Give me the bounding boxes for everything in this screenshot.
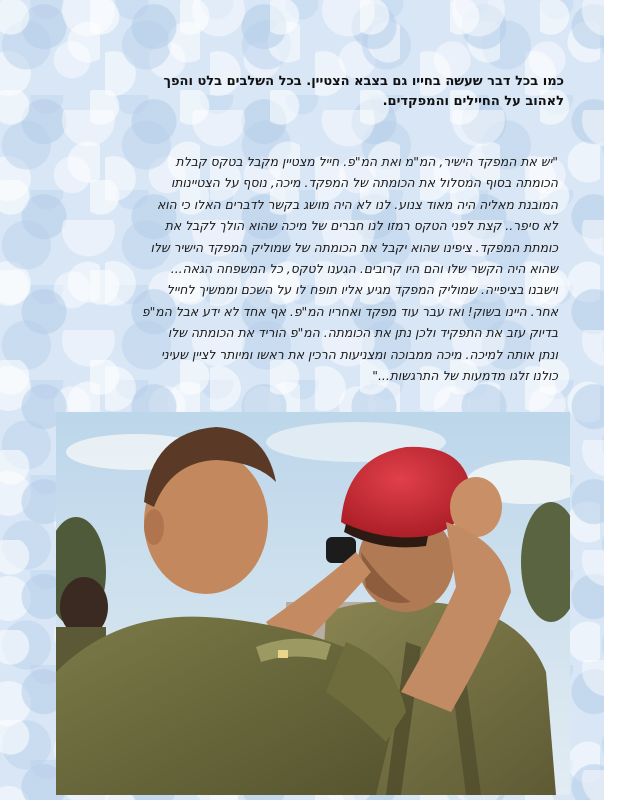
quote-line: המובנת מאליה היה מאוד צנוע. לנו לא היה מושג בקשר לדברים האלו כי הוא (156, 196, 558, 212)
quote-line: בדיוק עזב את התפקיד ולכן נתן את הכומתה. המ"פ הוריד את הכומתה שלו (167, 325, 558, 341)
beret-ceremony-photo (56, 412, 570, 795)
intro-heading-line-2: לאהוב על החיילים והמפקדים. (382, 94, 564, 109)
quote-line: אחר. היינו בשוק! ואז עבר עוד מפקד ואחריו המ"פ. אף אחד לא ידע אבל המ"פ (141, 303, 558, 319)
quote-line: הכומתה בסוף המסלול את הכומתה של המפקד. מיכה, נוסף על הצטיינותו (170, 175, 558, 191)
quote-line: לא סיפר.. קצת לפני הטקס רמזו לנו חברים של מיכה שהוא הולך לקבל את (164, 218, 558, 234)
quote-line: כולנו זלגו מדמעות של התרגשות..." (372, 368, 558, 384)
quote-line: שהוא היה הקשר שלו והם היו קרובים. הגענו לטקס, כל המשפחה הגאה... (170, 261, 558, 277)
quote-line: וישבנו בציפייה. שמוליק המפקד מגיע אליו תופח לו על השכם וממשיך לחייל (166, 282, 558, 298)
intro-heading-line-1: כמו בכל דבר שעשה בחייו גם בצבא הצטיין. בכל השלבים בלט והפך (163, 74, 564, 89)
intro-heading (70, 72, 564, 112)
quote-line: ונתן אותה למיכה. מיכה ממבוכה ומצניעות הרכין את ראשו ומיותר לציין שעיני (161, 346, 558, 362)
quote-line: "יש את המפקד הישיר, המ"מ ואת המ"פ. חייל מצטיין מקבל בטקס קבלת (175, 154, 558, 169)
quote-line: כומתת המפקד. ציפינו שהוא יקבל את הכומתה של שמוליק המפקד הישיר שלו (150, 239, 558, 255)
testimony-quote (66, 151, 558, 386)
